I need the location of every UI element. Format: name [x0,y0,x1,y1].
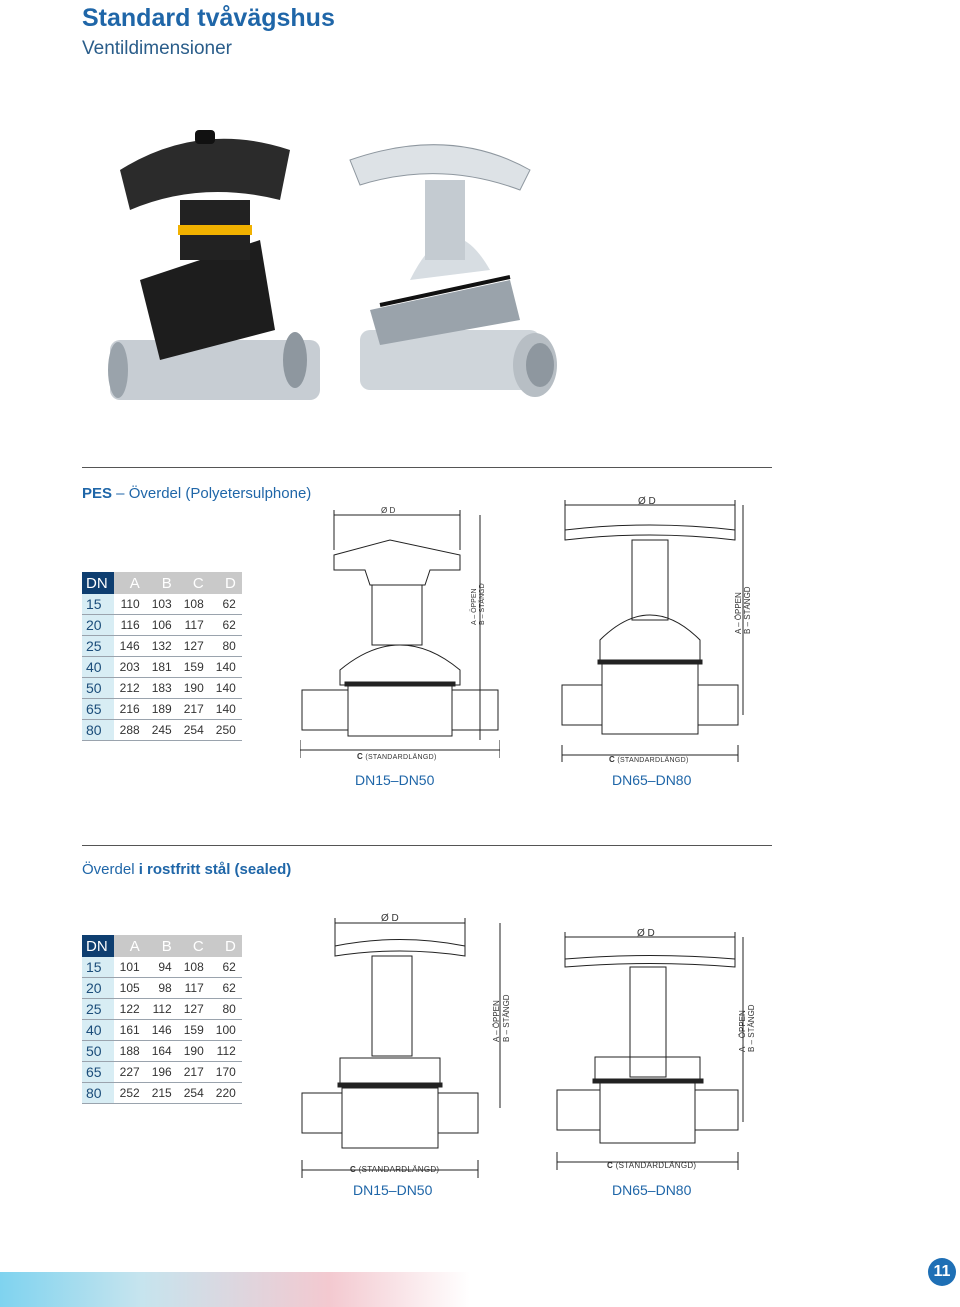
table-cell: 108 [178,957,210,978]
drawing-sealed-dn65-dn80 [555,932,765,1172]
a-open-label: A – ÖPPEN [738,1010,747,1052]
table-cell: 146 [114,636,146,657]
dimension-table-pes [82,572,242,741]
table-cell: 50 [82,678,114,699]
diameter-d-label: Ø D [381,506,396,515]
diameter-d-label: Ø D [381,913,399,924]
table-row [82,699,242,720]
drawing-caption: DN65–DN80 [612,1182,692,1198]
table-cell: 40 [82,657,114,678]
table-cell: 127 [178,999,210,1020]
table-cell: 181 [146,657,178,678]
table-cell: 170 [210,1062,242,1083]
table-cell: 100 [210,1020,242,1041]
table-cell: 203 [114,657,146,678]
table-cell: 159 [178,657,210,678]
table-cell: 62 [210,615,242,636]
table-row [82,678,242,699]
table-cell: 189 [146,699,178,720]
column-header-a: A [114,572,146,594]
table-row [82,999,242,1020]
table-cell: 62 [210,978,242,999]
table-cell: 106 [146,615,178,636]
c-standard-length-label: C (STANDARDLÄNGD) [609,755,689,764]
table-cell: 25 [82,999,114,1020]
table-row [82,1083,242,1104]
table-cell: 103 [146,594,178,615]
table-row [82,978,242,999]
table-cell: 20 [82,615,114,636]
column-header-c: C [178,935,210,957]
table-cell: 254 [178,1083,210,1104]
drawing-caption: DN65–DN80 [612,772,692,788]
table-cell: 117 [178,615,210,636]
table-cell: 288 [114,720,146,741]
a-open-label: A – ÖPPEN [734,592,743,634]
table-cell: 105 [114,978,146,999]
table-cell: 80 [82,1083,114,1104]
table-cell: 188 [114,1041,146,1062]
column-header-b: B [146,935,178,957]
table-cell: 220 [210,1083,242,1104]
a-open-label: A – ÖPPEN [471,588,478,625]
column-header-d: D [210,572,242,594]
table-cell: 80 [210,636,242,657]
table-cell: 215 [146,1083,178,1104]
table-cell: 40 [82,1020,114,1041]
table-cell: 80 [210,999,242,1020]
page-number-badge: 11 [928,1258,956,1286]
column-header-dn: DN [82,572,114,594]
table-cell: 127 [178,636,210,657]
table-row [82,720,242,741]
table-row [82,1041,242,1062]
table-row [82,594,242,615]
table-cell: 112 [146,999,178,1020]
table-cell: 80 [82,720,114,741]
table-cell: 217 [178,1062,210,1083]
table-row [82,615,242,636]
table-cell: 98 [146,978,178,999]
table-cell: 15 [82,594,114,615]
table-cell: 25 [82,636,114,657]
column-header-b: B [146,572,178,594]
table-cell: 110 [114,594,146,615]
table-cell: 122 [114,999,146,1020]
table-cell: 254 [178,720,210,741]
page-subtitle: Ventildimensioner [82,38,232,59]
section-divider [82,467,772,468]
table-cell: 159 [178,1020,210,1041]
b-closed-label: B – STÄNGD [479,583,486,625]
b-closed-label: B – STÄNGD [747,1004,756,1052]
table-cell: 140 [210,678,242,699]
table-row [82,636,242,657]
table-cell: 227 [114,1062,146,1083]
table-cell: 212 [114,678,146,699]
drawing-caption: DN15–DN50 [353,1182,433,1198]
table-cell: 62 [210,594,242,615]
diameter-d-label: Ø D [637,928,655,939]
table-cell: 190 [178,1041,210,1062]
table-cell: 117 [178,978,210,999]
section1-heading: PES – Överdel (Polyetersulphone) [82,485,312,502]
column-header-c: C [178,572,210,594]
section2-heading: Överdel i rostfritt stål (sealed) [82,861,292,878]
table-cell: 190 [178,678,210,699]
product-photos [100,130,560,450]
table-row [82,1062,242,1083]
drawing-pes-dn65-dn80 [560,500,760,765]
a-open-label: A – ÖPPEN [492,1000,501,1042]
drawing-caption: DN15–DN50 [355,772,435,788]
table-cell: 20 [82,978,114,999]
footer-gradient-bar [0,1272,470,1307]
drawing-sealed-dn15-dn50 [300,918,510,1180]
table-cell: 15 [82,957,114,978]
table-cell: 94 [146,957,178,978]
column-header-dn: DN [82,935,114,957]
table-cell: 140 [210,657,242,678]
pes-valve-photo [108,130,320,400]
table-cell: 65 [82,699,114,720]
table-cell: 116 [114,615,146,636]
section-divider [82,845,772,846]
table-row [82,657,242,678]
b-closed-label: B – STÄNGD [502,994,511,1042]
column-header-a: A [114,935,146,957]
table-cell: 101 [114,957,146,978]
table-cell: 108 [178,594,210,615]
table-cell: 217 [178,699,210,720]
c-standard-length-label: C (STANDARDLÄNGD) [350,1165,440,1174]
c-standard-length-label: C (STANDARDLÄNGD) [607,1161,697,1170]
stainless-valve-photo [350,145,557,397]
page-title: Standard tvåvägshus [82,4,335,32]
table-row [82,957,242,978]
table-cell: 245 [146,720,178,741]
dimension-table-stainless [82,935,242,1104]
b-closed-label: B – STÄNGD [743,586,752,634]
table-cell: 65 [82,1062,114,1083]
table-cell: 183 [146,678,178,699]
table-cell: 161 [114,1020,146,1041]
drawing-pes-dn15-dn50 [300,510,500,760]
c-standard-length-label: C (STANDARDLÄNGD) [357,752,437,761]
table-cell: 216 [114,699,146,720]
table-cell: 196 [146,1062,178,1083]
table-cell: 164 [146,1041,178,1062]
table-row [82,1020,242,1041]
table-cell: 250 [210,720,242,741]
table-cell: 62 [210,957,242,978]
table-header [82,935,242,957]
table-header [82,572,242,594]
table-cell: 252 [114,1083,146,1104]
table-cell: 146 [146,1020,178,1041]
diameter-d-label: Ø D [638,496,656,507]
table-cell: 112 [210,1041,242,1062]
column-header-d: D [210,935,242,957]
table-cell: 140 [210,699,242,720]
table-cell: 50 [82,1041,114,1062]
table-cell: 132 [146,636,178,657]
